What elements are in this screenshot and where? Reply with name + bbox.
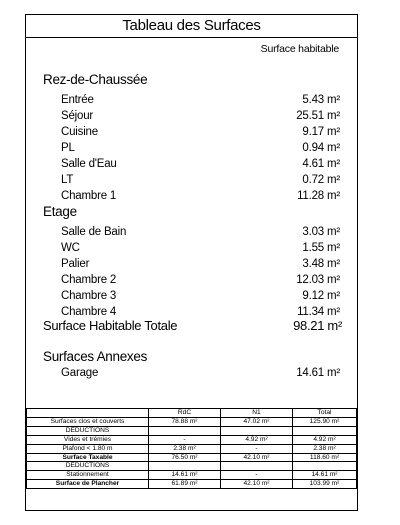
room-row: [26, 158, 357, 174]
value-cell: [221, 462, 293, 471]
room-row: [26, 226, 357, 242]
table-header-row: [27, 409, 357, 418]
room-area: 9.12 m²: [302, 290, 340, 302]
value-cell: [149, 462, 221, 471]
room-row: [26, 242, 357, 258]
table-header-cell: Total: [293, 409, 357, 418]
room-label: Chambre 4: [61, 306, 117, 318]
room-row: [26, 290, 357, 306]
value-cell: 118.60 m²: [293, 453, 357, 462]
table-row: [27, 462, 357, 471]
row-label-cell: DEDUCTIONS: [27, 462, 149, 471]
value-cell: -: [221, 444, 293, 453]
value-cell: 2.38 m²: [149, 444, 221, 453]
room-label: Garage: [61, 367, 99, 379]
value-cell: [221, 426, 293, 435]
room-label: Cuisine: [61, 126, 98, 138]
table-row: [27, 444, 357, 453]
value-cell: [293, 462, 357, 471]
summary-table: [26, 408, 357, 489]
table-row: [27, 435, 357, 444]
table-row: [27, 453, 357, 462]
room-label: Séjour: [61, 110, 94, 122]
room-area: 5.43 m²: [302, 94, 340, 106]
page-title: Tableau des Surfaces: [26, 15, 357, 38]
surface-sheet: [25, 14, 358, 511]
room-area: 14.61 m²: [296, 367, 340, 379]
table-row: [27, 426, 357, 435]
room-area: 0.72 m²: [302, 174, 340, 186]
total-label: Surface Habitable Totale: [43, 318, 178, 333]
room-area: 1.55 m²: [302, 242, 340, 254]
room-label: Palier: [61, 258, 90, 270]
room-row: [26, 274, 357, 290]
value-cell: [149, 426, 221, 435]
value-cell: 125.90 m²: [293, 417, 357, 426]
table-header-cell: RdC: [149, 409, 221, 418]
room-label: WC: [61, 242, 80, 254]
row-label-cell: Surface Taxable: [27, 453, 149, 462]
value-cell: 42.10 m²: [221, 480, 293, 489]
room-label: Chambre 1: [61, 190, 117, 202]
value-cell: 4.92 m²: [293, 435, 357, 444]
row-label-cell: Surface de Plancher: [27, 480, 149, 489]
room-label: PL: [61, 142, 75, 154]
room-label: Salle de Bain: [61, 226, 127, 238]
value-cell: 78.88 m²: [149, 417, 221, 426]
row-label-cell: Vides et trémies: [27, 435, 149, 444]
row-label-cell: Surfaces clos et couverts: [27, 417, 149, 426]
section-heading: Rez-de-Chaussée: [43, 72, 148, 87]
column-label: Surface habitable: [260, 43, 339, 55]
room-area: 3.03 m²: [302, 226, 340, 238]
room-area: 4.61 m²: [302, 158, 340, 170]
row-label-cell: DEDUCTIONS: [27, 426, 149, 435]
value-cell: -: [149, 435, 221, 444]
room-row: [26, 126, 357, 142]
room-row: [26, 174, 357, 190]
room-area: 3.48 m²: [302, 258, 340, 270]
room-area: 25.51 m²: [296, 110, 340, 122]
value-cell: 4.92 m²: [221, 435, 293, 444]
value-cell: 14.61 m²: [293, 471, 357, 480]
total-value: 98.21 m²: [293, 318, 342, 333]
room-label: Chambre 2: [61, 274, 117, 286]
value-cell: 76.50 m²: [149, 453, 221, 462]
room-row: [26, 258, 357, 274]
value-cell: 47.02 m²: [221, 417, 293, 426]
room-label: Chambre 3: [61, 290, 117, 302]
section-heading: Etage: [43, 204, 77, 219]
room-label: Entrée: [61, 94, 94, 106]
value-cell: 42.10 m²: [221, 453, 293, 462]
value-cell: 2.38 m²: [293, 444, 357, 453]
table-header-cell: [27, 409, 149, 418]
room-row: [26, 367, 357, 383]
value-cell: 103.99 m²: [293, 480, 357, 489]
row-label-cell: Plafond < 1.80 m: [27, 444, 149, 453]
value-cell: [293, 426, 357, 435]
room-area: 12.03 m²: [296, 274, 340, 286]
section-heading: Surfaces Annexes: [43, 349, 148, 364]
table-row: [27, 417, 357, 426]
room-label: Salle d'Eau: [61, 158, 117, 170]
room-area: 9.17 m²: [302, 126, 340, 138]
total-habitable-row: [43, 318, 360, 333]
value-cell: 61.89 m²: [149, 480, 221, 489]
room-area: 11.28 m²: [297, 190, 340, 202]
table-row: [27, 480, 357, 489]
room-area: 0.94 m²: [302, 142, 340, 154]
value-cell: -: [221, 471, 293, 480]
value-cell: 14.61 m²: [149, 471, 221, 480]
table-row: [27, 471, 357, 480]
room-row: [26, 110, 357, 126]
room-row: [26, 142, 357, 158]
table-header-cell: N1: [221, 409, 293, 418]
room-row: [26, 94, 357, 110]
room-area: 11.34 m²: [297, 306, 340, 318]
room-label: LT: [61, 174, 74, 186]
row-label-cell: Stationnement: [27, 471, 149, 480]
